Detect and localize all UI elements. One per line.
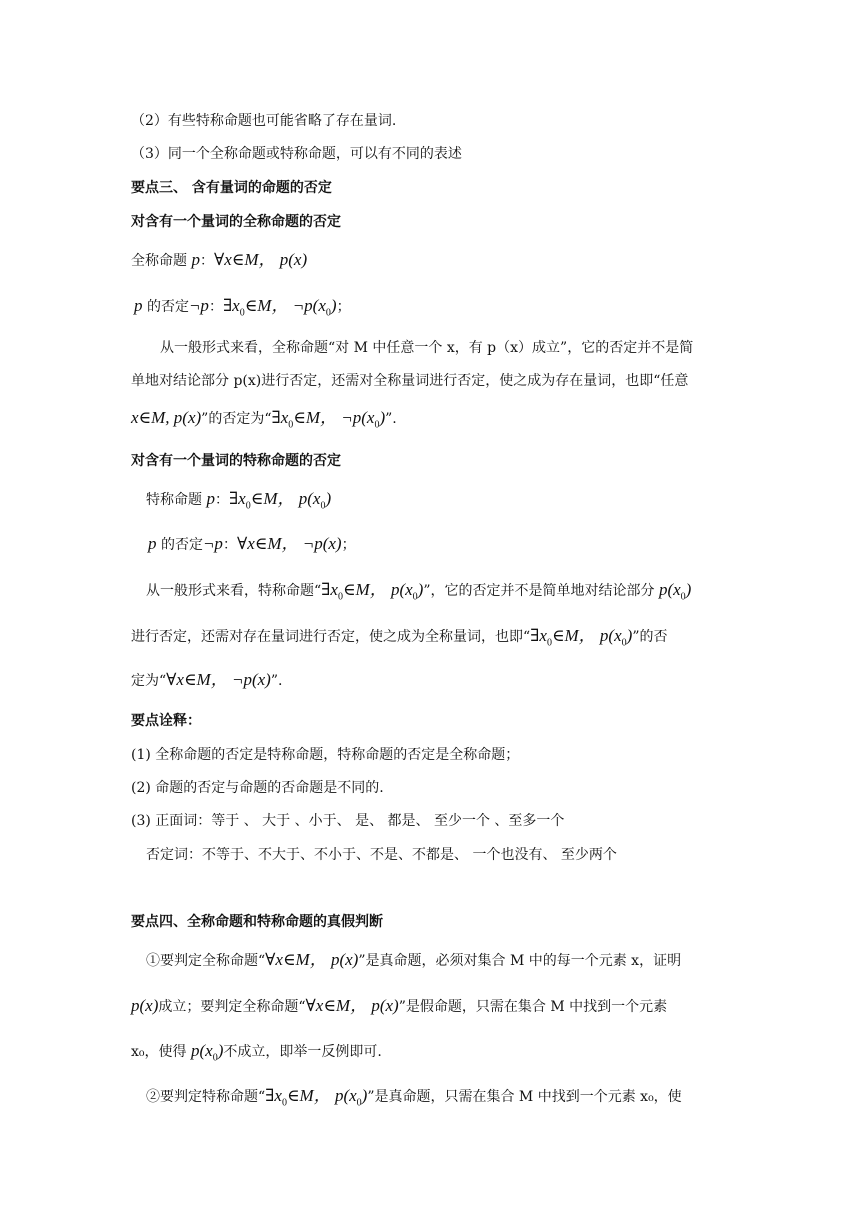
truth-paragraph-2-line1: ②要判定特称命题“$\exists x_0\in M$， $p(x_0)$”是真命题，只需在集合 M 中找到一个元素 x₀，使 <box>146 1086 682 1109</box>
universal-negation-formula: p 的否定¬p：$\exists x_0\in M$， $\neg p(x_0)$； <box>134 296 351 319</box>
note-1: (1) 全称命题的否定是特称命题，特称命题的否定是全称命题； <box>131 747 520 763</box>
paragraph-existential-line3: 定为“∀x∈M， ¬p(x)”. <box>131 670 283 689</box>
subheading-existential-negation: 对含有一个量词的特称命题的否定 <box>131 453 341 469</box>
note-2: (2) 命题的否定与命题的否命题是不同的. <box>131 780 384 796</box>
notes-heading: 要点诠释： <box>131 713 201 729</box>
truth-paragraph-1-line2: p(x)成立；要判定全称命题“∀x∈M， p(x)”是假命题，只需在集合 M 中找到一个元素 <box>131 996 668 1015</box>
existential-proposition-formula: 特称命题 p：$\exists x_0\in M$， $p(x_0)$ <box>146 489 332 512</box>
note-3-negative-words: 否定词：不等于、不大于、不小于、不是、不都是、 一个也没有、 至少两个 <box>146 847 617 863</box>
universal-proposition-formula: 全称命题 p：∀x∈M， p(x) <box>131 250 308 269</box>
remark-3: （3）同一个全称命题或特称命题，可以有不同的表述 <box>131 146 462 162</box>
paragraph-universal-line1: 从一般形式来看，全称命题“对 M 中任意一个 x，有 p（x）成立”，它的否定并不是简 <box>160 340 694 356</box>
subheading-universal-negation: 对含有一个量词的全称命题的否定 <box>131 214 341 230</box>
truth-paragraph-1-line3: x₀，使得 $p(x_0)$不成立，即举一反例即可. <box>131 1041 382 1064</box>
section-heading-3: 要点三、 含有量词的命题的否定 <box>131 180 332 196</box>
remark-2: （2）有些特称命题也可能省略了存在量词. <box>131 113 397 129</box>
paragraph-universal-line2: 单地对结论部分 p(x)进行否定，还需对全称量词进行否定，使之成为存在量词，也即“任意 <box>131 373 689 389</box>
truth-paragraph-1-line1: ①要判定全称命题“∀x∈M， p(x)”是真命题，必须对集合 M 中的每一个元素 x，证明 <box>146 950 682 969</box>
section-heading-4: 要点四、全称命题和特称命题的真假判断 <box>131 914 383 930</box>
paragraph-existential-line1: 从一般形式来看，特称命题“$\exists x_0\in M$， $p(x_0)$”，它的否定并不是简单地对结论部分 $p(x_0)$ <box>146 580 692 603</box>
existential-negation-formula: p 的否定¬p：∀x∈M， ¬p(x)； <box>148 534 356 553</box>
paragraph-universal-line3: x∈M, p(x)”的否定为“$\exists x_0\in M$， $\neg p(x_0)$”. <box>131 408 397 431</box>
paragraph-existential-line2: 进行否定，还需对存在量词进行否定，使之成为全称量词，也即“$\exists x_0\in M$， $p(x_0)$”的否 <box>131 626 668 649</box>
note-3-positive-words: (3) 正面词：等于 、 大于 、小于、 是、 都是、 至少一个 、至多一个 <box>131 813 565 829</box>
